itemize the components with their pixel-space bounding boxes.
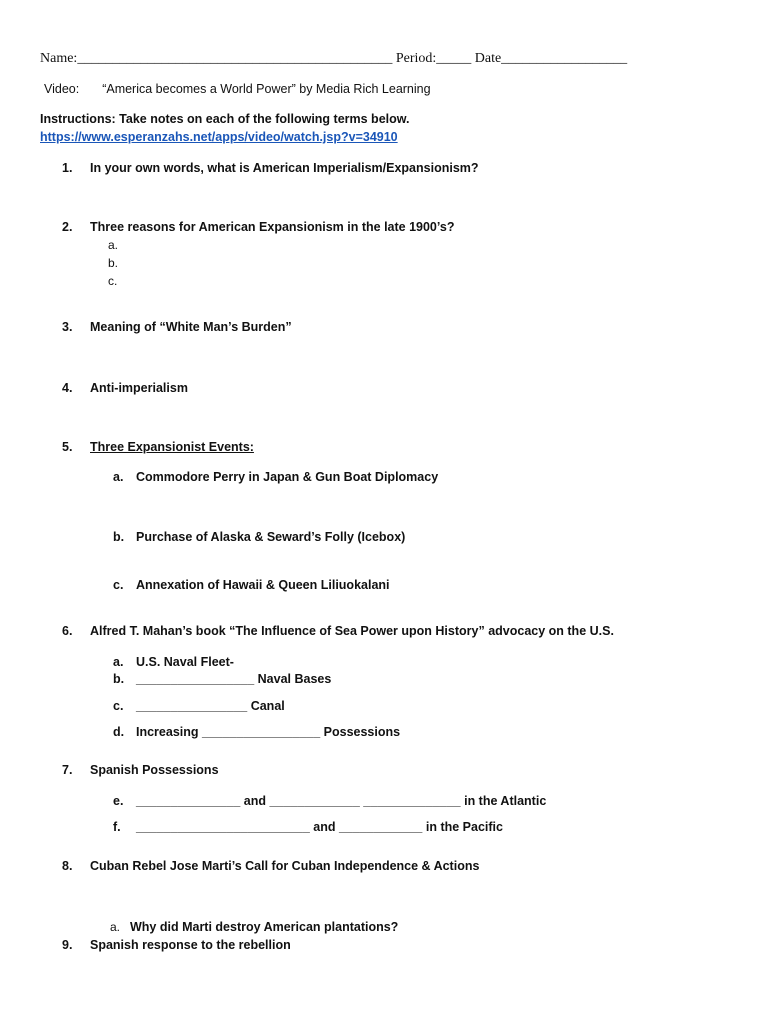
name-period-date-line: Name:_____________________________________________ Period:_____ Date__________________ [40, 51, 628, 66]
q2-text: Three reasons for American Expansionism in the late 1900’s? [90, 220, 455, 234]
q2-sub-a: a. [108, 238, 119, 252]
q1-text: In your own words, what is American Imperialism/Expansionism? [90, 161, 479, 175]
q5-item-b-letter: b. [113, 530, 125, 544]
q8-sub-letter: a. [110, 920, 121, 934]
q3-text: Meaning of “White Man’s Burden” [90, 320, 292, 334]
q2-sub-b: b. [108, 256, 119, 270]
q6-text: Alfred T. Mahan’s book “The Influence of Sea Power upon History” advocacy on the U.S. [90, 624, 614, 638]
q3-number: 3. [62, 320, 73, 334]
q8-number: 8. [62, 859, 73, 873]
q6-item-d-text: Increasing _________________ Possessions [136, 725, 401, 739]
q7-text: Spanish Possessions [90, 763, 219, 777]
q7-item-f-letter: f. [113, 820, 121, 834]
q5-number: 5. [62, 440, 73, 454]
q5-item-a-letter: a. [113, 470, 124, 484]
q5-item-c-text: Annexation of Hawaii & Queen Liliuokalani [136, 578, 390, 592]
instructions-text: Instructions: Take notes on each of the following terms below. [40, 112, 410, 126]
q4-text: Anti-imperialism [90, 381, 188, 395]
q6-item-c-text: ________________ Canal [136, 699, 285, 713]
q8-sub-text: Why did Marti destroy American plantations? [130, 920, 399, 934]
q2-number: 2. [62, 220, 73, 234]
q7-item-f-text: _________________________ and ____________ in the Pacific [136, 820, 503, 834]
q6-item-a-text: U.S. Naval Fleet- [136, 655, 234, 669]
q5-item-b-text: Purchase of Alaska & Seward’s Folly (Icebox) [136, 530, 406, 544]
q1-number: 1. [62, 161, 73, 175]
q2-sub-c: c. [108, 274, 118, 288]
q6-item-c-letter: c. [113, 699, 124, 713]
q6-item-a-letter: a. [113, 655, 124, 669]
q7-item-e-text: _______________ and _____________ ______________ in the Atlantic [136, 794, 547, 808]
video-title: “America becomes a World Power” by Media Rich Learning [102, 82, 431, 96]
q6-item-d-letter: d. [113, 725, 125, 739]
video-label: Video: [44, 82, 80, 96]
q5-item-a-text: Commodore Perry in Japan & Gun Boat Diplomacy [136, 470, 439, 484]
q4-number: 4. [62, 381, 73, 395]
q9-text: Spanish response to the rebellion [90, 938, 291, 952]
q6-number: 6. [62, 624, 73, 638]
video-url-link[interactable]: https://www.esperanzahs.net/apps/video/watch.jsp?v=34910 [40, 130, 398, 144]
q8-text: Cuban Rebel Jose Marti’s Call for Cuban Independence & Actions [90, 859, 480, 873]
q7-number: 7. [62, 763, 73, 777]
q6-item-b-text: _________________ Naval Bases [136, 672, 332, 686]
q6-item-b-letter: b. [113, 672, 125, 686]
q5-item-c-letter: c. [113, 578, 124, 592]
q7-item-e-letter: e. [113, 794, 124, 808]
q9-number: 9. [62, 938, 73, 952]
q5-text: Three Expansionist Events: [90, 440, 254, 454]
video-line [44, 82, 431, 96]
